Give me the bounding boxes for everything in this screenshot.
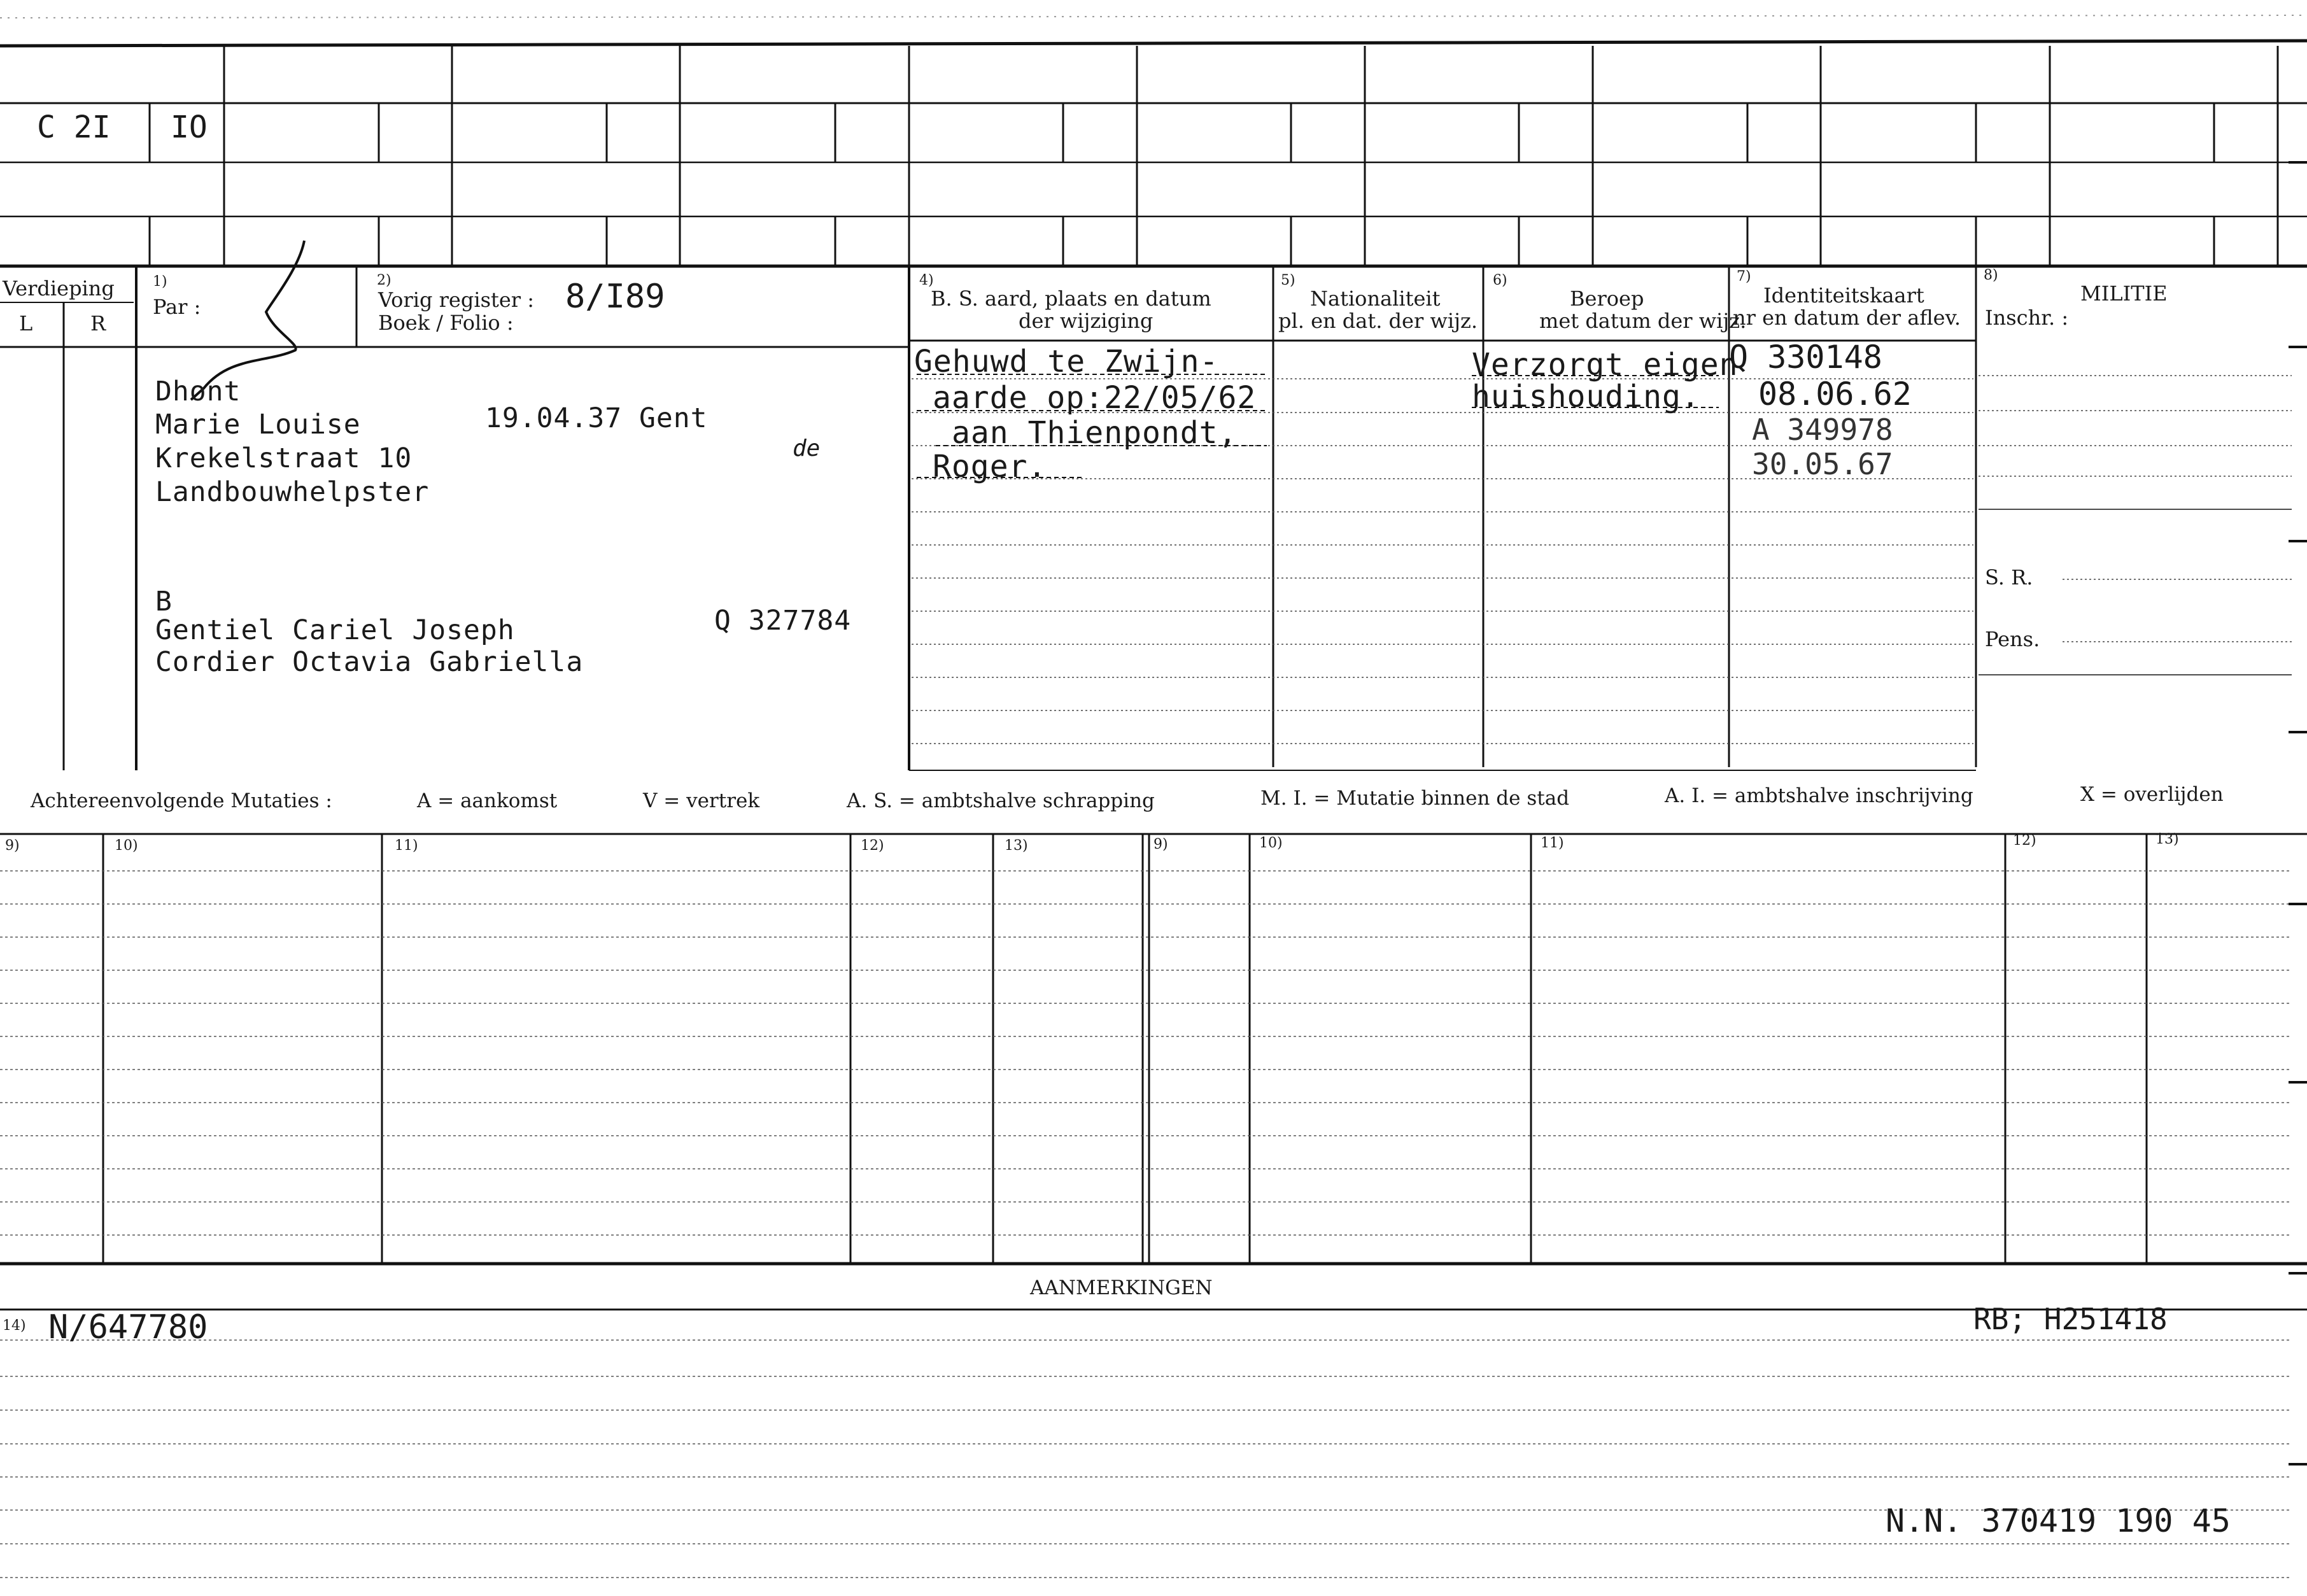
legend-ambtshalve-inschrijving: A. I. = ambtshalve inschrijving xyxy=(1665,784,1973,807)
left-label: L xyxy=(19,311,33,335)
identiteitskaart-header-line1: Identiteitskaart xyxy=(1763,283,1924,307)
militie-header: MILITIE xyxy=(2080,281,2168,306)
block-code: C 2I xyxy=(37,109,111,145)
mutation-col-10-left: 10) xyxy=(115,838,138,854)
identiteitskaart-header-line2: nr en datum der aflev. xyxy=(1733,306,1961,330)
identity-card-number-2: A 349978 xyxy=(1752,413,1893,447)
legend-overlijden: X = overlijden xyxy=(2080,783,2224,806)
legend-title: Achtereenvolgende Mutaties : xyxy=(31,789,332,812)
legend-vertrek: V = vertrek xyxy=(643,789,760,812)
identity-card-number-1: Q 330148 xyxy=(1729,339,1882,376)
legend-mutatie-binnen-stad: M. I. = Mutatie binnen de stad xyxy=(1260,787,1570,810)
legend-aankomst: A = aankomst xyxy=(417,789,558,812)
mutation-col-12-left: 12) xyxy=(861,838,884,854)
nationaliteit-header-line2: pl. en dat. der wijz. xyxy=(1278,309,1478,333)
nationaliteit-header-line1: Nationaliteit xyxy=(1310,286,1441,311)
mutation-col-11-right: 11) xyxy=(1541,835,1564,851)
mutation-col-9-right: 9) xyxy=(1154,837,1168,852)
profession-line-1: Verzorgt eigen xyxy=(1472,347,1739,383)
inschr-label: Inschr. : xyxy=(1985,306,2069,330)
reference-number: Q 327784 xyxy=(714,605,852,637)
surname: Dhont xyxy=(155,376,241,407)
boek-folio-label: Boek / Folio : xyxy=(378,311,514,335)
field-number-14: 14) xyxy=(3,1318,26,1334)
mutation-col-11-left: 11) xyxy=(395,838,418,854)
mutation-col-12-right: 12) xyxy=(2013,833,2036,849)
beroep-header-line2: met datum der wijz. xyxy=(1539,309,1747,333)
field-number-7: 7) xyxy=(1737,269,1751,285)
mutation-col-13-right: 13) xyxy=(2155,831,2179,847)
civil-status-line-4: Roger. xyxy=(933,449,1047,484)
remarks-right-code: RB; H251418 xyxy=(1973,1302,2168,1336)
household-code: B xyxy=(155,586,173,618)
beroep-header-line1: Beroep xyxy=(1570,286,1644,311)
mother-name: Cordier Octavia Gabriella xyxy=(155,646,584,678)
identity-card-date-1: 08.06.62 xyxy=(1758,376,1912,413)
verdieping-label: Verdieping xyxy=(3,276,115,300)
vorig-register-label: Vorig register : xyxy=(378,288,535,312)
field-number-4: 4) xyxy=(919,272,934,288)
field-number-5: 5) xyxy=(1281,272,1295,288)
civil-status-line-2: aarde op:22/05/62 xyxy=(933,380,1257,416)
remarks-left-code: N/647780 xyxy=(48,1308,208,1346)
remarks-title: AANMERKINGEN xyxy=(1030,1276,1213,1299)
national-number: N.N. 370419 190 45 xyxy=(1886,1502,2231,1539)
identity-card-date-2: 30.05.67 xyxy=(1752,447,1893,481)
mutation-col-10-right: 10) xyxy=(1259,835,1283,851)
occupation: Landbouwhelpster xyxy=(155,476,430,508)
mutation-col-9-left: 9) xyxy=(5,838,20,854)
profession-line-2: huishouding. xyxy=(1472,379,1700,414)
field-number-1: 1) xyxy=(153,274,167,290)
field-number-2: 2) xyxy=(377,272,392,288)
field-number-8: 8) xyxy=(1984,267,1998,283)
civil-status-line-3: aan Thienpondt, xyxy=(952,415,1238,451)
birth-date-place: 19.04.37 Gent xyxy=(485,402,708,434)
right-label: R xyxy=(90,311,106,335)
mutation-col-13-left: 13) xyxy=(1005,838,1028,854)
given-names: Marie Louise xyxy=(155,409,361,441)
vorig-register-value: 8/I89 xyxy=(565,278,665,316)
bs-header-line1: B. S. aard, plaats en datum xyxy=(931,286,1211,311)
house-number-code: IO xyxy=(171,109,208,145)
legend-ambtshalve-schrapping: A. S. = ambtshalve schrapping xyxy=(847,789,1155,812)
father-name: Gentiel Cariel Joseph xyxy=(155,614,515,646)
pens-label: Pens. xyxy=(1985,627,2040,651)
civil-status-line-1: Gehuwd te Zwijn- xyxy=(914,344,1219,379)
par-label: Par : xyxy=(153,295,201,319)
sr-label: S. R. xyxy=(1985,565,2033,590)
bs-header-line2: der wijziging xyxy=(1019,309,1154,333)
address: Krekelstraat 10 xyxy=(155,442,413,474)
field-number-6: 6) xyxy=(1493,272,1507,288)
side-note: de xyxy=(793,435,821,462)
